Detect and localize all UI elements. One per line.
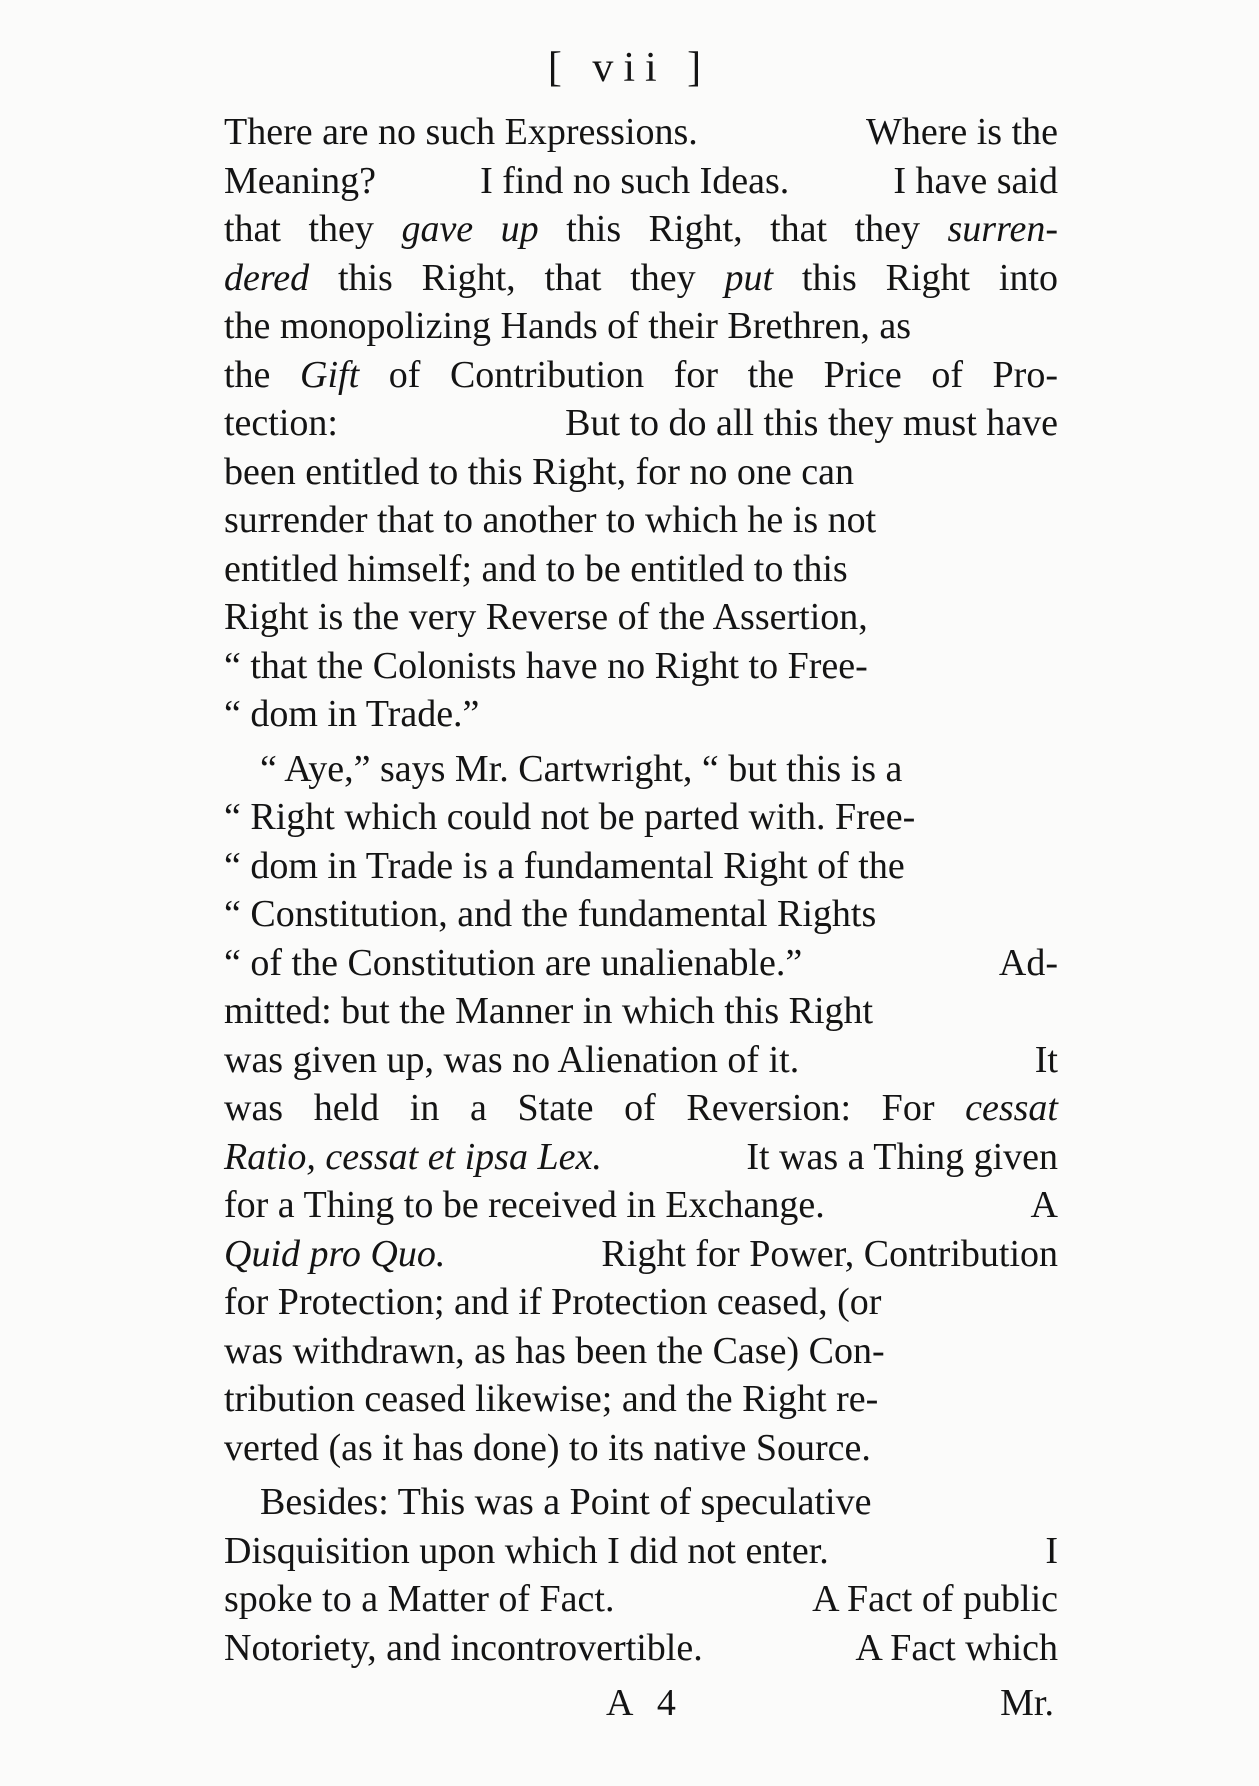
text-line	[224, 1478, 1058, 1527]
text-line	[224, 1278, 1058, 1327]
text-line	[224, 890, 1058, 939]
text-line	[224, 496, 1058, 545]
text-line	[224, 1133, 1058, 1182]
text-line	[224, 1375, 1058, 1424]
text-line	[224, 745, 1058, 794]
text-run: that they	[224, 208, 402, 250]
catchword: Mr.	[1000, 1682, 1054, 1724]
text-run: this Right, that they	[309, 256, 725, 299]
text-line	[224, 1424, 1058, 1473]
italic-text: dered	[224, 256, 310, 299]
page-number: [ vii ]	[547, 45, 712, 91]
text-run: was held in a State of Reversion: For	[224, 1087, 966, 1129]
line-run	[224, 351, 1058, 400]
text-run: A Fact which	[855, 1626, 1058, 1669]
text-run: Meaning?	[224, 159, 376, 202]
line-run	[224, 205, 1058, 254]
text-run: of Contribution for the Price of Pro-	[359, 353, 1058, 396]
text-run: “ Aye,” says Mr. Cartwright, “ but this is a	[260, 747, 903, 790]
text-line	[224, 399, 1058, 448]
text-run: tribution ceased likewise; and the Right re-	[224, 1378, 879, 1420]
text-run: I find no such Ideas.	[480, 159, 790, 202]
text-run: the	[224, 353, 301, 396]
italic-text: put	[724, 256, 774, 299]
text-line	[224, 1575, 1058, 1624]
text-line	[224, 939, 1058, 988]
text-run: Besides: This was a Point of speculative	[260, 1481, 872, 1523]
text-line	[224, 793, 1058, 842]
text-line	[224, 1181, 1058, 1230]
text-run: surrender that to another to which he is not	[224, 499, 877, 541]
text-line	[224, 642, 1058, 691]
text-line	[224, 205, 1058, 254]
signature-mark: A 4	[606, 1682, 684, 1724]
text-run: “ dom in Trade is a fundamental Right of the	[224, 844, 905, 887]
text-run: It was a Thing given	[746, 1135, 1058, 1178]
text-run: Disquisition upon which I did not enter.	[224, 1529, 829, 1572]
italic-text: surren-	[947, 208, 1058, 250]
text-run: A	[1030, 1184, 1058, 1226]
text-run: the monopolizing Hands of their Brethren, as	[224, 305, 912, 347]
italic-text: cessat	[965, 1087, 1058, 1129]
text-run: tection:	[224, 402, 338, 444]
text-line	[224, 1327, 1058, 1376]
text-run: verted (as it has done) to its native Source.	[224, 1426, 871, 1469]
text-line	[224, 842, 1058, 891]
text-run: “ Right which could not be parted with. Free-	[224, 796, 916, 838]
text-run: But to do all this they must have	[565, 402, 1058, 444]
text-line	[224, 1624, 1058, 1673]
text-line	[224, 157, 1058, 206]
text-line	[224, 1084, 1058, 1133]
text-run: I have said	[893, 159, 1058, 202]
text-run: was withdrawn, as has been the Case) Con-	[224, 1329, 885, 1372]
text-run: was given up, was no Alienation of it.	[224, 1038, 800, 1081]
text-line	[224, 545, 1058, 594]
text-run: for Protection; and if Protection ceased, (or	[224, 1281, 882, 1323]
page-footer	[604, 1681, 1054, 1725]
text-run: It	[1034, 1038, 1058, 1081]
italic-text: gave up	[401, 208, 539, 250]
text-run: mitted: but the Manner in which this Right	[224, 990, 874, 1032]
text-line	[224, 987, 1058, 1036]
text-run: There are no such Expressions.	[224, 111, 698, 153]
body-text	[224, 108, 1058, 1672]
italic-text: Ratio, cessat et ipsa Lex.	[224, 1135, 602, 1178]
text-run: Where is the	[865, 111, 1058, 153]
text-run: Right for Power, Contribution	[601, 1232, 1058, 1275]
text-line	[224, 108, 1058, 157]
italic-text: Gift	[300, 353, 360, 396]
text-run: I	[1045, 1529, 1058, 1572]
text-run: A Fact of public	[812, 1578, 1058, 1620]
text-run: been entitled to this Right, for no one can	[224, 450, 855, 493]
text-run: “ that the Colonists have no Right to Free-	[224, 644, 868, 687]
text-run: “ dom in Trade.”	[224, 693, 480, 735]
text-run: Notoriety, and incontrovertible.	[224, 1626, 703, 1669]
text-line	[224, 1230, 1058, 1279]
italic-text: Quid pro Quo.	[224, 1232, 446, 1275]
text-line	[224, 690, 1058, 739]
line-run	[224, 254, 1058, 303]
text-run: “ of the Constitution are unalienable.”	[224, 941, 803, 984]
text-run: for a Thing to be received in Exchange.	[224, 1184, 825, 1226]
line-run	[224, 1084, 1058, 1133]
text-line	[224, 302, 1058, 351]
text-line	[224, 448, 1058, 497]
text-run: Ad-	[998, 941, 1058, 984]
text-run: this Right, that they	[538, 208, 948, 250]
text-run: “ Constitution, and the fundamental Rights	[224, 893, 877, 935]
text-line	[224, 351, 1058, 400]
text-run: this Right into	[773, 256, 1058, 299]
text-run: entitled himself; and to be entitled to this	[224, 547, 848, 590]
text-run: Right is the very Reverse of the Assertion,	[224, 596, 868, 638]
text-line	[224, 593, 1058, 642]
text-run: spoke to a Matter of Fact.	[224, 1578, 615, 1620]
text-line	[224, 1036, 1058, 1085]
text-line	[224, 254, 1058, 303]
text-line	[224, 1527, 1058, 1576]
